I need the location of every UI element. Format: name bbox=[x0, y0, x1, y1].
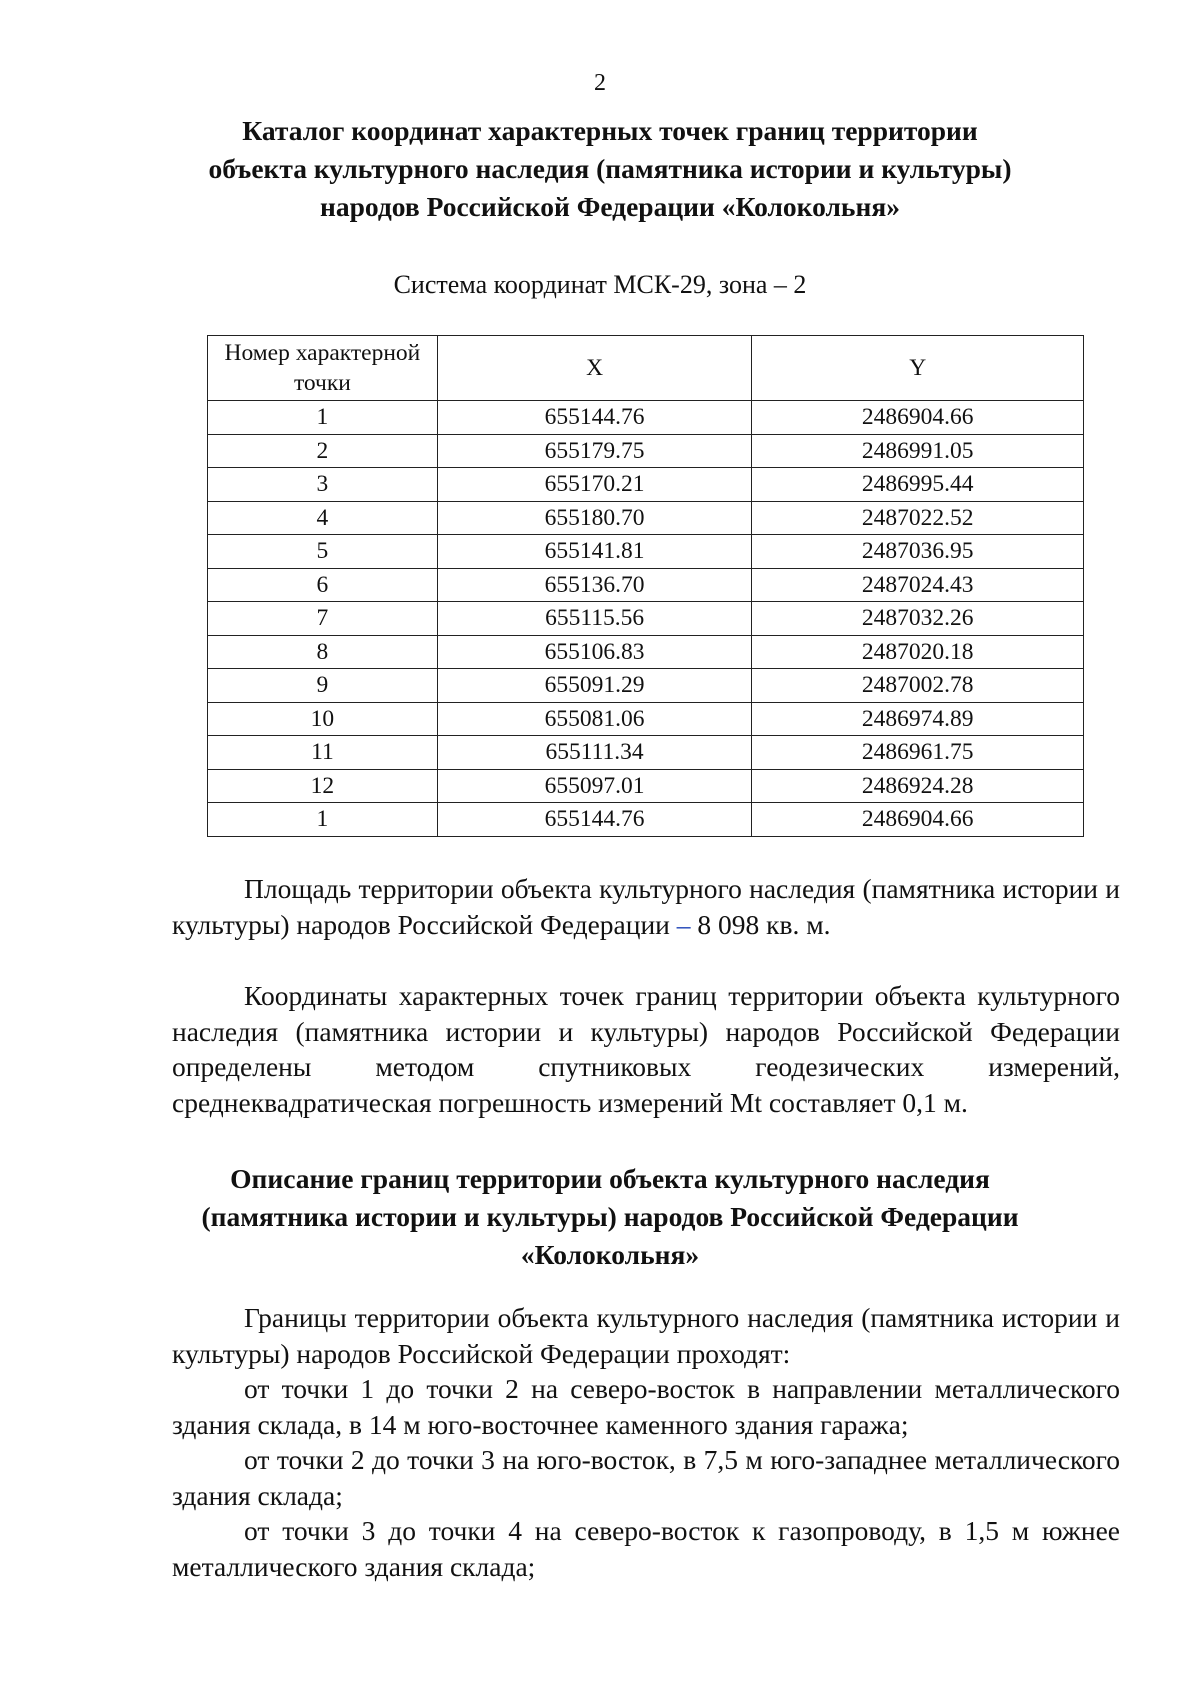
table-row bbox=[208, 736, 1084, 770]
point-number: 6 bbox=[208, 568, 438, 602]
x-value: 655141.81 bbox=[437, 535, 752, 569]
y-value: 2486904.66 bbox=[752, 401, 1084, 435]
boundary-segment-1: от точки 1 до точки 2 на северо-восток в направлении металлического здания склада, в 14 м юго-восточнее каменного здания гаража; bbox=[172, 1373, 1120, 1440]
coordinate-system-label: Система координат МСК-29, зона – 2 bbox=[393, 270, 807, 299]
header-y: Y bbox=[752, 336, 1084, 401]
x-value: 655097.01 bbox=[437, 769, 752, 803]
x-value: 655091.29 bbox=[437, 669, 752, 703]
point-number: 8 bbox=[208, 635, 438, 669]
point-number: 2 bbox=[208, 434, 438, 468]
y-value: 2487032.26 bbox=[752, 602, 1084, 636]
area-dash: – bbox=[676, 908, 691, 940]
accuracy-paragraph: Координаты характерных точек границ территории объекта культурного наследия (памятника истории и культуры) народов Российской Федерации определены методом спутниковых геодезических измерений, среднеквадратическая погрешность измерений Mt составляет 0,1 м. bbox=[172, 980, 1120, 1118]
point-number: 10 bbox=[208, 702, 438, 736]
y-value: 2486991.05 bbox=[752, 434, 1084, 468]
table-row bbox=[208, 501, 1084, 535]
table-header-row bbox=[208, 336, 1084, 401]
point-number: 11 bbox=[208, 736, 438, 770]
area-value: 8 098 кв. м. bbox=[690, 908, 831, 940]
area-text: Площадь территории объекта культурного наследия (памятника истории и культуры) народов Российской Федерации bbox=[172, 873, 1120, 940]
x-value: 655180.70 bbox=[437, 501, 752, 535]
y-value: 2486974.89 bbox=[752, 702, 1084, 736]
boundary-intro-paragraph: Границы территории объекта культурного наследия (памятника истории и культуры) народов Российской Федерации проходят: bbox=[172, 1302, 1120, 1369]
point-number: 3 bbox=[208, 468, 438, 502]
table-row bbox=[208, 434, 1084, 468]
point-number: 1 bbox=[208, 401, 438, 435]
x-value: 655106.83 bbox=[437, 635, 752, 669]
point-number: 1 bbox=[208, 803, 438, 837]
x-value: 655115.56 bbox=[437, 602, 752, 636]
x-value: 655136.70 bbox=[437, 568, 752, 602]
y-value: 2487020.18 bbox=[752, 635, 1084, 669]
boundary-segment-3: от точки 3 до точки 4 на северо-восток к газопроводу, в 1,5 м южнее металлического здания склада; bbox=[172, 1515, 1120, 1582]
table-row bbox=[208, 468, 1084, 502]
table-row bbox=[208, 669, 1084, 703]
area-paragraph bbox=[172, 871, 1120, 942]
x-value: 655144.76 bbox=[437, 401, 752, 435]
boundary-heading-line-2: (памятника истории и культуры) народов Российской Федерации bbox=[201, 1201, 1019, 1232]
y-value: 2487024.43 bbox=[752, 568, 1084, 602]
catalog-title bbox=[140, 112, 1080, 226]
point-number: 7 bbox=[208, 602, 438, 636]
y-value: 2486961.75 bbox=[752, 736, 1084, 770]
header-x: X bbox=[437, 336, 752, 401]
boundary-heading-line-3: «Колокольня» bbox=[520, 1239, 700, 1270]
x-value: 655081.06 bbox=[437, 702, 752, 736]
table-row bbox=[208, 602, 1084, 636]
catalog-title-line-2: объекта культурного наследия (памятника истории и культуры) bbox=[208, 153, 1012, 184]
boundary-segment-2: от точки 2 до точки 3 на юго-восток, в 7,5 м юго-западнее металлического здания склада; bbox=[172, 1444, 1120, 1511]
point-number: 5 bbox=[208, 535, 438, 569]
table-row bbox=[208, 769, 1084, 803]
point-number: 12 bbox=[208, 769, 438, 803]
y-value: 2487022.52 bbox=[752, 501, 1084, 535]
y-value: 2486924.28 bbox=[752, 769, 1084, 803]
table-row bbox=[208, 635, 1084, 669]
page-number: 2 bbox=[594, 70, 606, 96]
table-row bbox=[208, 702, 1084, 736]
boundary-description-heading bbox=[140, 1160, 1080, 1274]
y-value: 2487002.78 bbox=[752, 669, 1084, 703]
point-number: 4 bbox=[208, 501, 438, 535]
table-row bbox=[208, 535, 1084, 569]
catalog-title-line-3: народов Российской Федерации «Колокольня» bbox=[320, 191, 900, 222]
x-value: 655111.34 bbox=[437, 736, 752, 770]
x-value: 655144.76 bbox=[437, 803, 752, 837]
y-value: 2486995.44 bbox=[752, 468, 1084, 502]
y-value: 2487036.95 bbox=[752, 535, 1084, 569]
x-value: 655170.21 bbox=[437, 468, 752, 502]
y-value: 2486904.66 bbox=[752, 803, 1084, 837]
catalog-title-line-1: Каталог координат характерных точек границ территории bbox=[242, 115, 978, 146]
coordinates-table bbox=[207, 335, 1084, 837]
x-value: 655179.75 bbox=[437, 434, 752, 468]
table-row bbox=[208, 401, 1084, 435]
boundary-heading-line-1: Описание границ территории объекта культурного наследия bbox=[230, 1163, 990, 1194]
table-row bbox=[208, 803, 1084, 837]
table-row bbox=[208, 568, 1084, 602]
point-number: 9 bbox=[208, 669, 438, 703]
header-point-number: Номер характерной точки bbox=[208, 336, 438, 401]
